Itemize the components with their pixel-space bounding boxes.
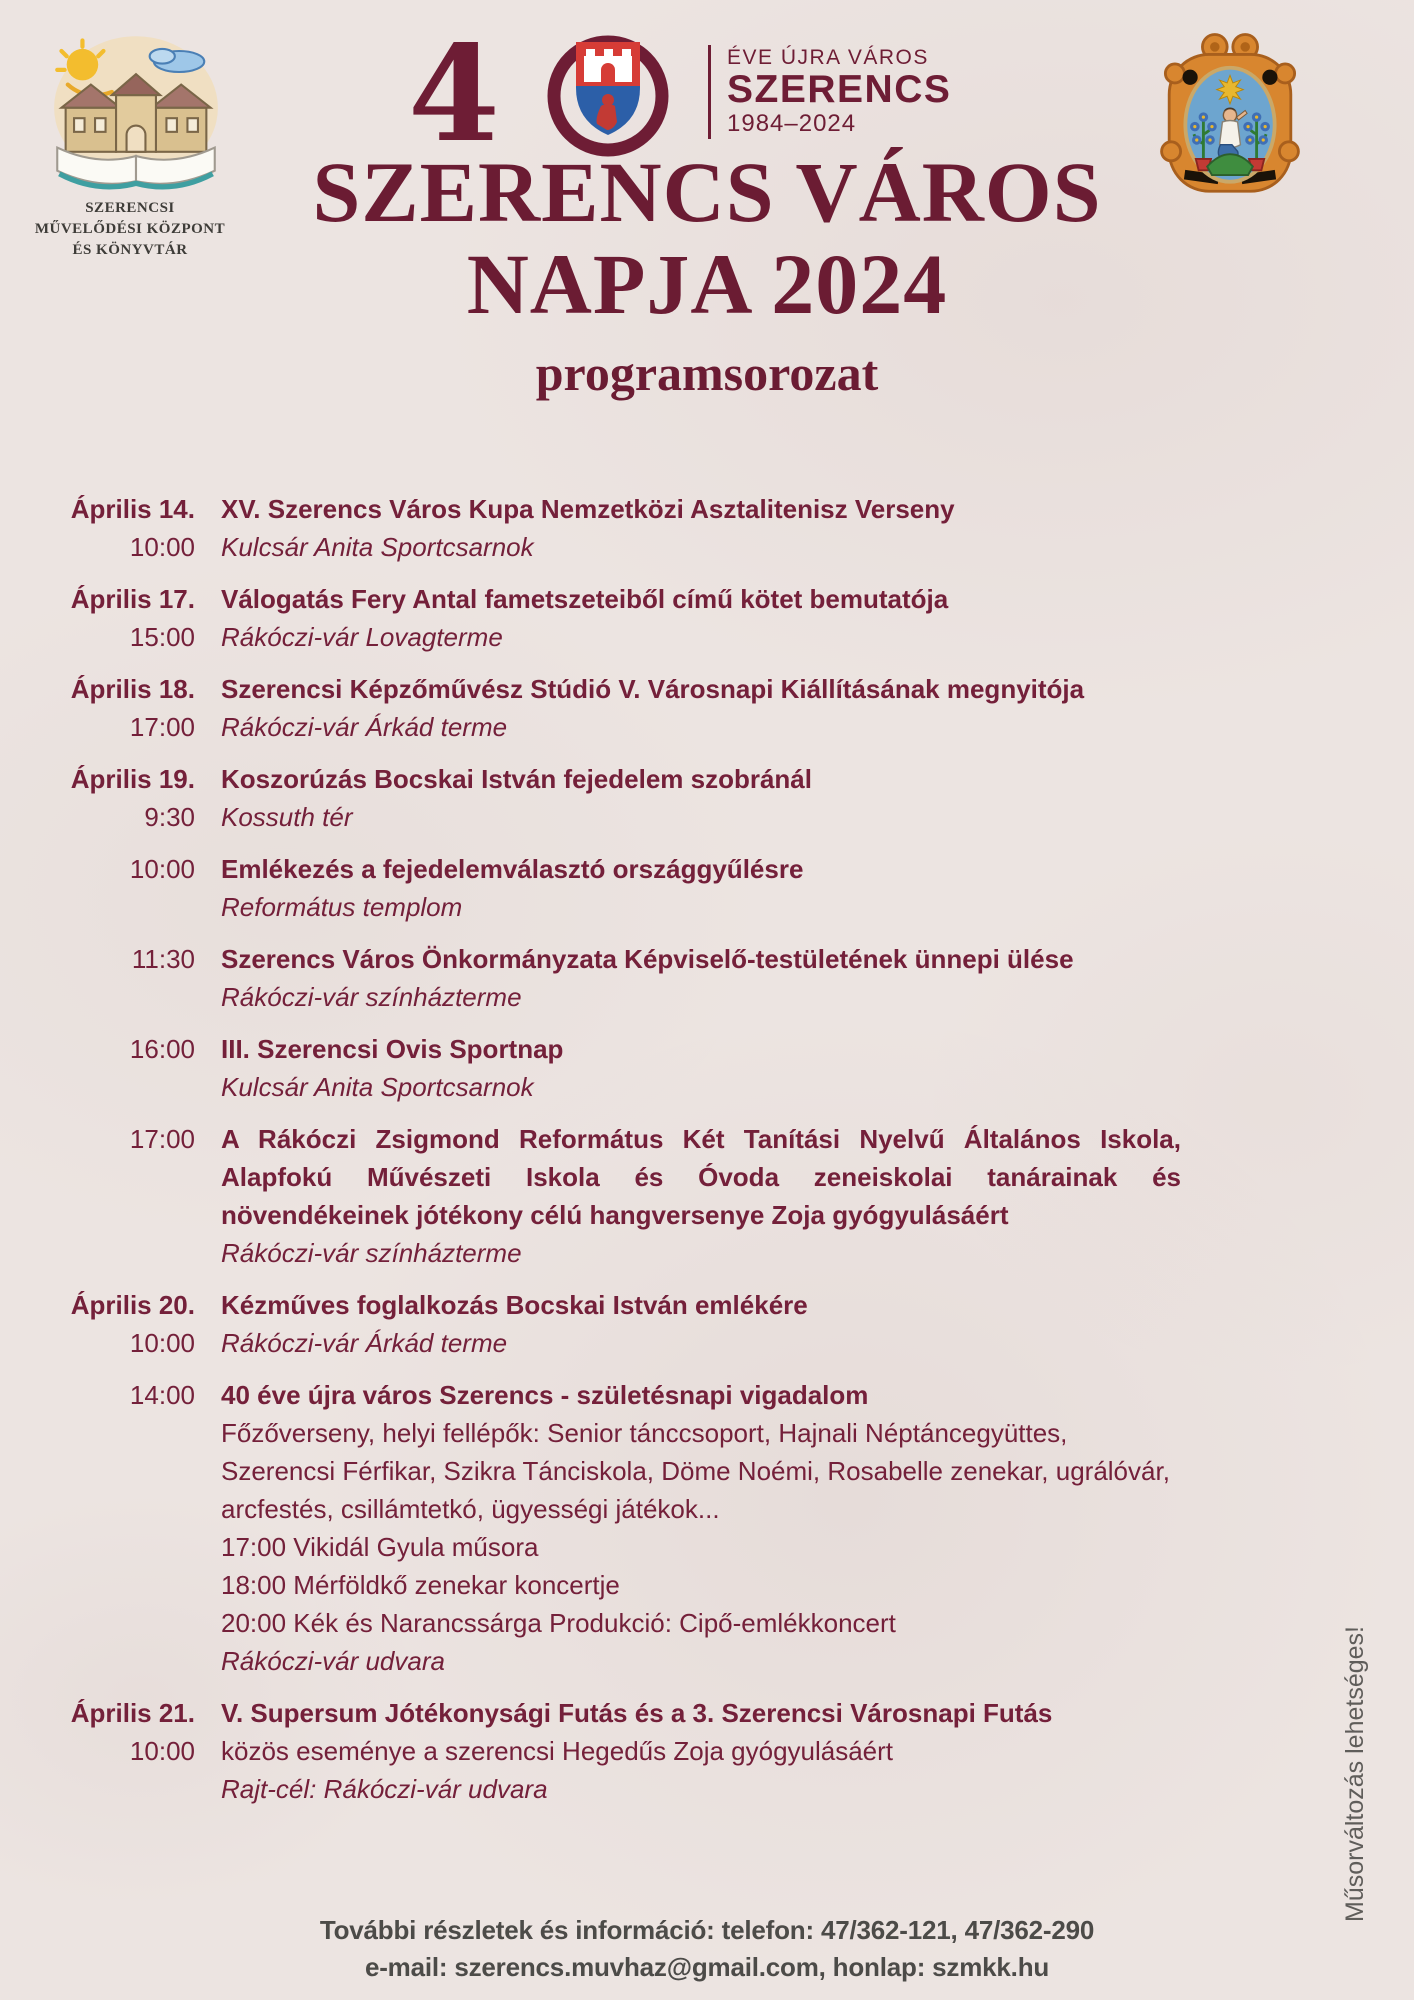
event-date: Április 14. (70, 494, 195, 524)
event-datetime (45, 940, 195, 1016)
anniversary-40-logo (408, 26, 951, 158)
event-body (221, 1286, 1181, 1362)
event-time: 10:00 (129, 532, 195, 562)
event-title: XV. Szerencs Város Kupa Nemzetközi Asztalitenisz Verseny (221, 494, 955, 524)
program-row (45, 580, 1205, 656)
event-time: 10:00 (129, 1328, 195, 1358)
program-row (45, 1286, 1205, 1362)
event-title: 40 éve újra város Szerencs - születésnapi vigadalom (221, 1380, 869, 1410)
page-subtitle: programsorozat (535, 345, 879, 401)
program-row (45, 670, 1205, 746)
event-location: Rákóczi-vár színházterme (221, 982, 522, 1012)
event-location: Rákóczi-vár Árkád terme (221, 712, 508, 742)
event-datetime (45, 850, 195, 926)
event-detail: 17:00 Vikidál Gyula műsora (221, 1532, 539, 1562)
event-title: III. Szerencsi Ovis Sportnap (221, 1034, 564, 1064)
event-detail: közös eseménye a szerencsi Hegedűs Zoja gyógyulásáért (221, 1736, 894, 1766)
event-datetime (45, 1286, 195, 1362)
library-caption-line: MŰVELŐDÉSI KÖZPONT (34, 221, 226, 237)
event-location: Rákóczi-vár Lovagterme (221, 622, 503, 652)
event-detail: 18:00 Mérföldkő zenekar koncertje (221, 1570, 620, 1600)
event-time: 17:00 (129, 1124, 195, 1154)
footer-line2: e-mail: szerencs.muvhaz@gmail.com, honlap: szmkk.hu (364, 1952, 1050, 1982)
event-time: 9:30 (144, 802, 195, 832)
event-location: Rákóczi-vár Árkád terme (221, 1328, 508, 1358)
event-title: Emlékezés a fejedelemválasztó országgyűlésre (221, 854, 804, 884)
event-title: Szerencs Város Önkormányzata Képviselő-testületének ünnepi ülése (221, 944, 1074, 974)
event-body (221, 1120, 1181, 1272)
event-detail: Főzőverseny, helyi fellépők: Senior tánccsoport, Hajnali Néptáncegyüttes, Szerencsi Férfikar, Szikra Tánciskola, Döme Noémi, Rosabelle zenekar, ugrálóvár, arcfestés, csillámtetkó, ügyességi játékok... (221, 1418, 1170, 1524)
event-location: Kulcsár Anita Sportcsarnok (221, 532, 534, 562)
anniversary-line1: ÉVE ÚJRA VÁROS (727, 45, 929, 69)
event-time: 10:00 (129, 854, 195, 884)
event-time: 14:00 (129, 1380, 195, 1410)
event-title: Koszorúzás Bocskai István fejedelem szobránál (221, 764, 812, 794)
program-row (45, 760, 1205, 836)
event-body (221, 670, 1181, 746)
library-caption-line: ÉS KÖNYVTÁR (72, 242, 188, 258)
event-body (221, 850, 1181, 926)
program-row (45, 1376, 1205, 1680)
event-time: 11:30 (131, 944, 195, 974)
page-title-line2: NAPJA 2024 (466, 236, 948, 332)
city-shield-icon (576, 42, 640, 140)
program-row (45, 490, 1205, 566)
event-location: Kossuth tér (221, 802, 353, 832)
event-date: Április 18. (70, 674, 195, 704)
event-title: V. Supersum Jótékonysági Futás és a 3. Szerencsi Városnapi Futás (221, 1698, 1053, 1728)
event-detail: 20:00 Kék és Narancssárga Produkció: Cipő-emlékkoncert (221, 1608, 896, 1638)
title-block (0, 146, 1414, 402)
event-body (221, 1376, 1181, 1680)
event-date: Április 21. (70, 1698, 195, 1728)
event-location: Rajt-cél: Rákóczi-vár udvara (221, 1774, 548, 1804)
event-datetime (45, 670, 195, 746)
program-row (45, 1030, 1205, 1106)
anniversary-40-icon (408, 26, 698, 158)
event-time: 15:00 (129, 622, 195, 652)
event-title: Kézműves foglalkozás Bocskai István emlékére (221, 1290, 808, 1320)
side-note: Műsorváltozás lehetséges! (1341, 1626, 1369, 1922)
anniversary-text (727, 46, 951, 139)
event-location: Kulcsár Anita Sportcsarnok (221, 1072, 534, 1102)
event-location: Református templom (221, 892, 463, 922)
event-datetime (45, 1694, 195, 1808)
event-body (221, 760, 1181, 836)
footer (0, 1912, 1414, 1986)
program-row (45, 1694, 1205, 1808)
divider (708, 45, 711, 139)
event-time: 17:00 (129, 712, 195, 742)
event-datetime (45, 1120, 195, 1272)
anniversary-line3: 1984–2024 (727, 110, 857, 138)
event-date: Április 20. (70, 1290, 195, 1320)
program-list (45, 490, 1205, 1822)
event-datetime (45, 760, 195, 836)
program-row (45, 940, 1205, 1016)
event-time: 16:00 (129, 1034, 195, 1064)
event-time: 10:00 (129, 1736, 195, 1766)
page-title-line1: SZERENCS VÁROS (312, 144, 1102, 240)
program-row (45, 1120, 1205, 1272)
event-date: Április 19. (70, 764, 195, 794)
footer-line1: További részletek és információ: telefon: 47/362-121, 47/362-290 (319, 1915, 1095, 1945)
library-caption-line: SZERENCSI (85, 200, 175, 216)
event-title: Szerencsi Képzőművész Stúdió V. Városnapi Kiállításának megnyitója (221, 674, 1085, 704)
anniversary-line2: SZERENCS (727, 67, 952, 111)
event-body (221, 940, 1181, 1016)
event-datetime (45, 580, 195, 656)
program-row (45, 850, 1205, 926)
event-datetime (45, 490, 195, 566)
event-title: A Rákóczi Zsigmond Református Két Tanítási Nyelvű Általános Iskola, Alapfokú Művészeti Iskola és Óvoda zeneiskolai tanárainak és növendékeinek jótékony célú hangversenye Zoja gyógyulásáért (221, 1124, 1181, 1230)
event-datetime (45, 1376, 195, 1680)
event-title: Válogatás Fery Antal fametszeteiből című kötet bemutatója (221, 584, 949, 614)
event-date: Április 17. (70, 584, 195, 614)
event-body (221, 490, 1181, 566)
event-location: Rákóczi-vár színházterme (221, 1238, 522, 1268)
event-datetime (45, 1030, 195, 1106)
anniversary-number: 4 (408, 26, 500, 158)
event-body (221, 580, 1181, 656)
event-body (221, 1694, 1181, 1808)
event-body (221, 1030, 1181, 1106)
event-location: Rákóczi-vár udvara (221, 1646, 445, 1676)
